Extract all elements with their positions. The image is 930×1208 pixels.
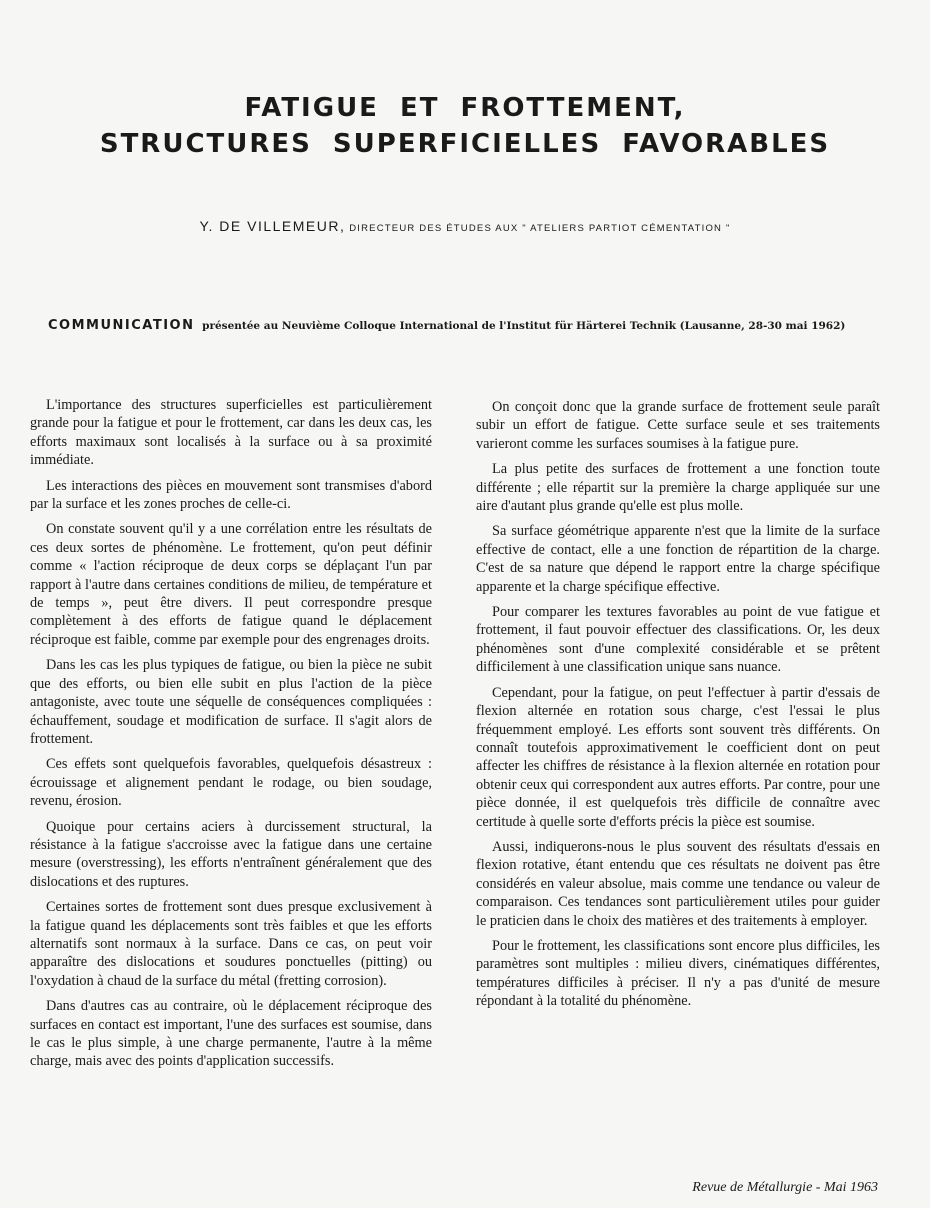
paragraph: Dans d'autres cas au contraire, où le déplacement réciproque des surfaces en contact est important, l'une des surfaces est soumise, dans le cas le plus simple, à une charge permanente, l'autre à la même charge, mais avec des points d'application successifs. [30,998,432,1070]
article-title [0,90,930,163]
paragraph: Pour comparer les textures favorables au point de vue fatigue et frottement, il faut pouvoir effectuer des classifications. Or, les deux phénomènes sont d'une complexité considérable et se prêtent difficilement à une classification unique sans nuance. [476,604,880,676]
author-line [0,218,930,234]
journal-footer: Revue de Métallurgie - Mai 1963 [692,1180,878,1195]
title-line-1: FATIGUE ET FROTTEMENT, [244,93,686,123]
paragraph: La plus petite des surfaces de frottement a une fonction toute différente ; elle répartit sur la première la charge appliquée sur une aire d'autant plus grande qu'elle est plus molle. [476,461,880,515]
author-name: Y. DE VILLEMEUR, [199,218,346,234]
paragraph: Aussi, indiquerons-nous le plus souvent des résultats d'essais en flexion rotative, étant entendu que ces résultats ne doivent pas être considérés en valeur absolue, mais comme une tendance ou valeur de comparaison. Ces tendances sont particulièrement utiles pour guider le praticien dans le choix des matières et des traitements à employer. [476,838,880,929]
paragraph: Dans les cas les plus typiques de fatigue, ou bien la pièce ne subit que des efforts, ou bien elle subit en plus l'action de la pièce antagoniste, avec toute une séquelle de conséquences compliquées : échauffement, soudage et modification de surface. Il s'agit alors de frottement. [30,657,432,747]
paragraph: Quoique pour certains aciers à durcissement structural, la résistance à la fatigue s'accroisse avec la fatigue dans une certaine mesure (overstressing), les efforts n'entraînent généralement que des dislocations et des ruptures. [30,818,432,890]
author-affiliation: DIRECTEUR DES ÉTUDES AUX " ATELIERS PARTIOT CÉMENTATION " [349,223,731,234]
paragraph: On constate souvent qu'il y a une corrélation entre les résultats de ces deux sortes de phénomène. Le frottement, qu'on peut définir comme « l'action réciproque de deux corps se déplaçant l'un par rapport à l'autre dans certaines conditions de milieu, de température et de temps », peut être divers. Il peut correspondre presque complètement à des efforts de fatigue quand le déplacement réciproque est faible, comme par exemple pour des engrenages droits. [30,521,432,648]
left-column [30,396,432,1078]
title-line-2: STRUCTURES SUPERFICIELLES FAVORABLES [99,129,831,160]
paragraph: Cependant, pour la fatigue, on peut l'effectuer à partir d'essais de flexion alternée en rotation sous charge, c'est l'essai le plus fréquemment employé. Les efforts sont souvent très différents. On connaît toutefois approximativement le coefficient dont on peut affecter les chiffres de résistance à la flexion alternée en rotation pour obtenir ceux qui correspondent aux autres efforts. Par contre, pour une pièce donnée, il est quelquefois très difficile de connaître avec certitude à quelle sorte d'efforts précis la pièce est soumise. [476,684,880,830]
paragraph: L'importance des structures superficielles est particulièrement grande pour la fatigue et pour le frottement, car dans les deux cas, les efforts maximaux sont localisés à la surface ou à sa proximité immédiate. [30,397,432,469]
communication-note [48,318,888,333]
paragraph: Ces effets sont quelquefois favorables, quelquefois désastreux : écrouissage et alignement pendant le rodage, ou bien soudage, revenu, érosion. [30,756,432,810]
communication-label: COMMUNICATION [48,318,195,333]
paragraph: Sa surface géométrique apparente n'est que la limite de la surface effective de contact, elle a une fonction de répartition de la charge. C'est de sa nature que dépend le rapport entre la charge spécifique apparente et la charge spécifique effective. [476,523,880,595]
paragraph: On conçoit donc que la grande surface de frottement seule paraît subir un effort de fatigue. Cette surface seule et ses traitements varieront comme les surfaces soumises à la fatigue pure. [476,399,880,452]
paragraph: Certaines sortes de frottement sont dues presque exclusivement à la fatigue quand les déplacements sont très faibles et que les efforts alternatifs sont normaux à la surface. Dans ce cas, on peut voir apparaître des dislocations et soudures ponctuelles (pitting) ou l'oxydation à chaud de la surface du métal (fretting corrosion). [30,899,432,989]
communication-text: présentée au Neuvième Colloque International de l'Institut für Härterei Technik (Lausanne, 28-30 mai 1962) [202,320,846,332]
paragraph: Les interactions des pièces en mouvement sont transmises d'abord par la surface et les zones proches de celle-ci. [30,477,432,513]
paragraph: Pour le frottement, les classifications sont encore plus difficiles, les paramètres sont multiples : milieu divers, cinématiques différentes, températures difficiles à préciser. Il n'y a pas d'unité de mesure répondant à la totalité du phénomène. [476,937,880,1010]
right-column [476,398,880,1018]
